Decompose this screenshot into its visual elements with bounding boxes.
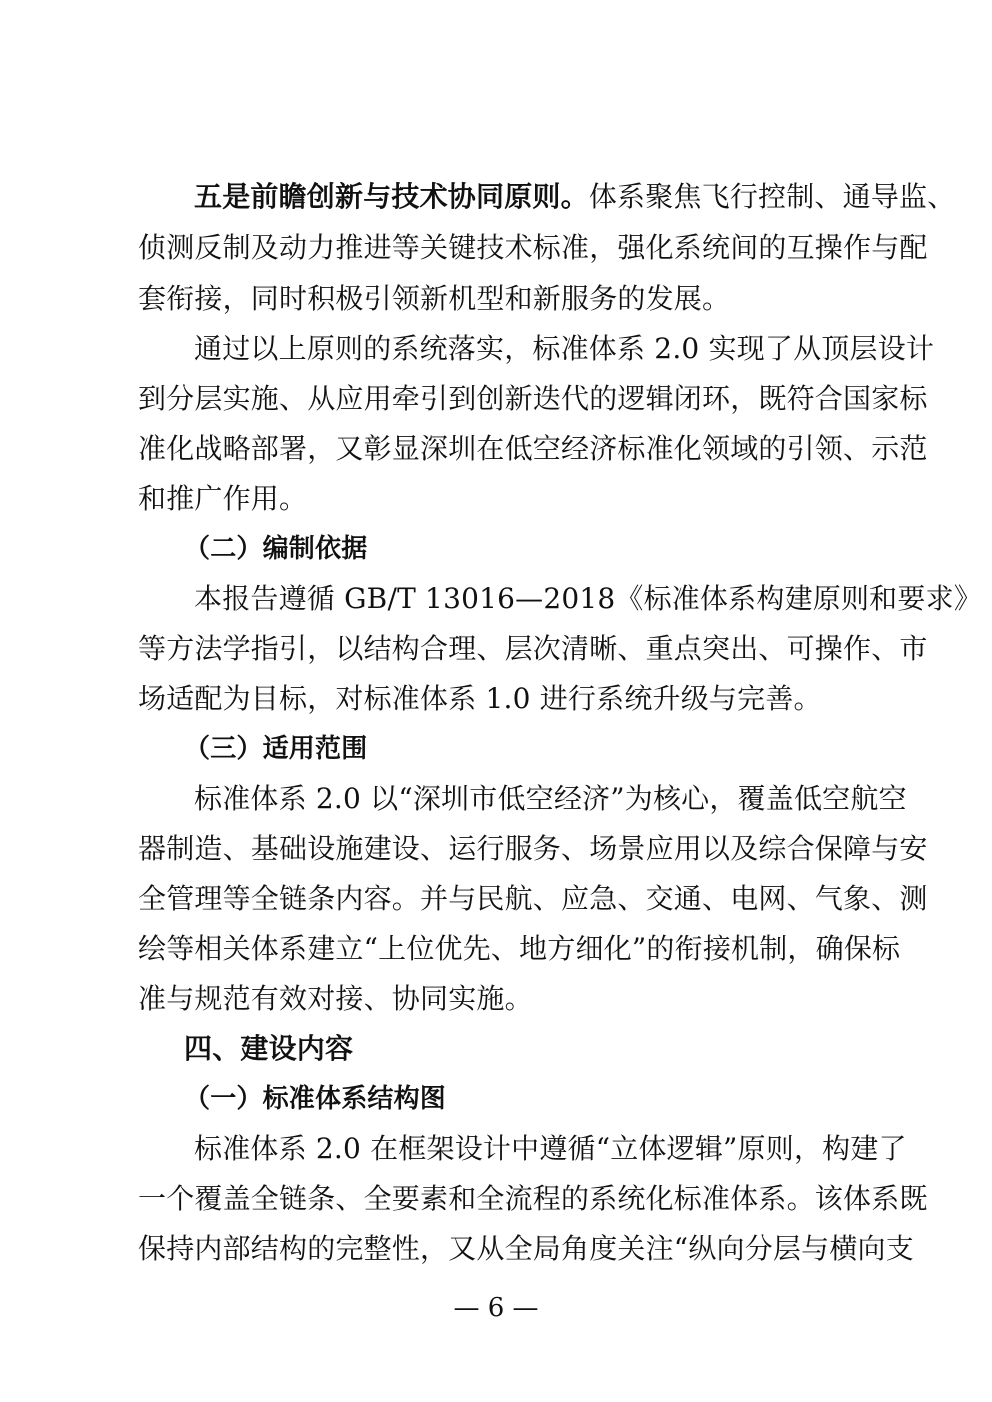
paragraph-scope-line-3: 全管理等全链条内容。并与民航、应急、交通、电网、气象、测 [138,882,928,915]
section-heading-construction-content: 四、建设内容 [184,1032,354,1065]
paragraph-principle-five-line-3: 套衔接，同时积极引领新机型和新服务的发展。 [138,282,731,315]
subheading-scope: （三）适用范围 [184,734,368,764]
paragraph-implementation-line-3: 准化战略部署，又彰显深圳在低空经济标准化领域的引领、示范 [138,432,928,465]
page-number: — 6 — [453,1293,539,1323]
paragraph-basis-line-1: 本报告遵循 GB/T 13016—2018《标准体系构建原则和要求》 [194,582,982,615]
paragraph-structure-line-3: 保持内部结构的完整性，又从全局角度关注“纵向分层与横向支 [138,1232,914,1265]
paragraph-principle-five-line-2: 侦测反制及动力推进等关键技术标准，强化系统间的互操作与配 [138,231,928,264]
principle-five-text: 体系聚焦飞行控制、通导监、 [588,180,956,213]
paragraph-structure-line-2: 一个覆盖全链条、全要素和全流程的系统化标准体系。该体系既 [138,1182,928,1215]
paragraph-basis-line-3: 场适配为目标，对标准体系 1.0 进行系统升级与完善。 [138,682,822,715]
paragraph-principle-five-line-1 [194,172,956,222]
paragraph-basis-line-2: 等方法学指引，以结构合理、层次清晰、重点突出、可操作、市 [138,632,928,665]
paragraph-implementation-line-2: 到分层实施、从应用牵引到创新迭代的逻辑闭环，既符合国家标 [138,382,928,415]
paragraph-scope-line-2: 器制造、基础设施建设、运行服务、场景应用以及综合保障与安 [138,832,928,865]
paragraph-implementation-line-1: 通过以上原则的系统落实，标准体系 2.0 实现了从顶层设计 [194,332,935,365]
paragraph-scope-line-1: 标准体系 2.0 以“深圳市低空经济”为核心，覆盖低空航空 [194,782,907,815]
paragraph-structure-line-1: 标准体系 2.0 在框架设计中遵循“立体逻辑”原则，构建了 [194,1132,907,1165]
bold-lead-text: 五是前瞻创新与技术协同原则。 [194,180,589,213]
paragraph-scope-line-5: 准与规范有效对接、协同实施。 [138,982,533,1015]
subheading-basis: （二）编制依据 [184,534,368,564]
paragraph-implementation-line-4: 和推广作用。 [138,482,308,515]
subheading-structure-diagram: （一）标准体系结构图 [184,1084,447,1114]
paragraph-scope-line-4: 绘等相关体系建立“上位优先、地方细化”的衔接机制，确保标 [138,932,901,965]
